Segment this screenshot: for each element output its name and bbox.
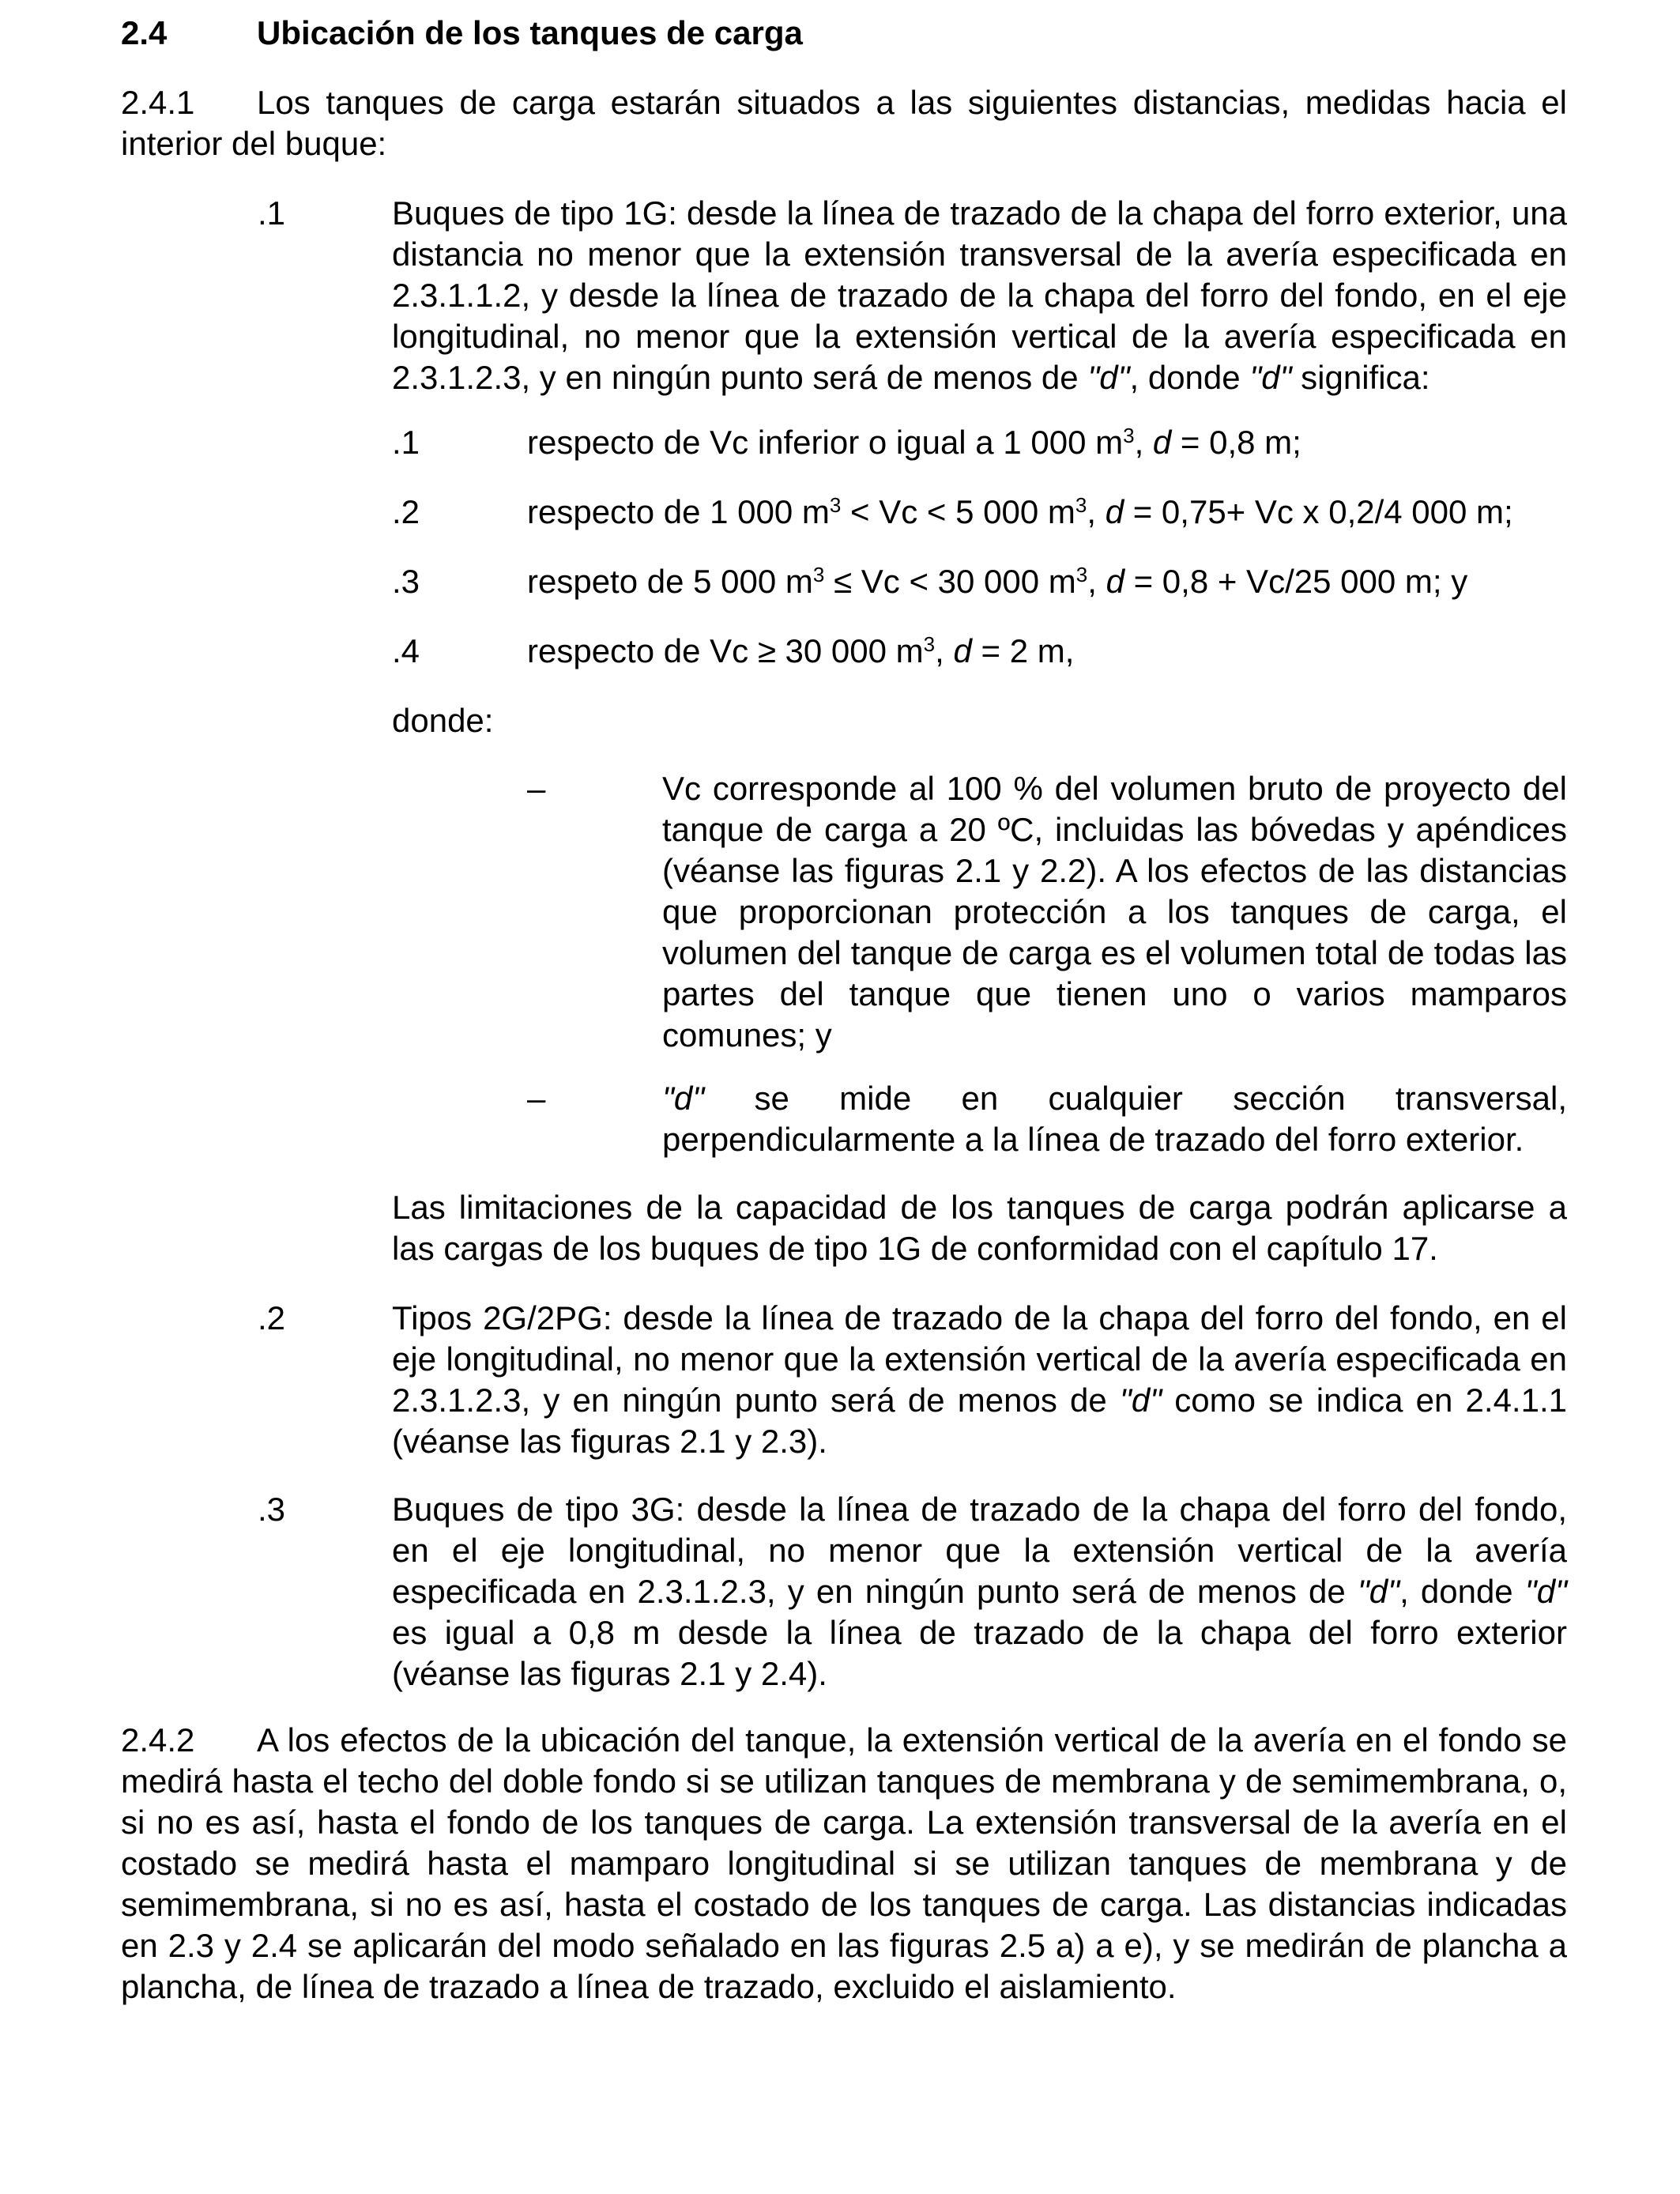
sub-text: = 0,8 m; xyxy=(1171,424,1301,461)
sub-text: respecto de 1 000 m xyxy=(527,493,830,530)
sub-text: respecto de Vc ≥ 30 000 m xyxy=(527,632,924,669)
sub-item-4-marker: .4 xyxy=(392,632,420,669)
item-2-text-a: Tipos 2G/2PG: desde la línea de trazado de la chapa del forro del fondo, en el eje longitudinal, no menor que la extensión vertical de la avería especificada en 2.3.1.2.3, y en ningún punto será de menos de xyxy=(392,1299,1567,1419)
sub-text: respecto de Vc inferior o igual a 1 000 m xyxy=(527,424,1124,461)
dash-1-marker: – xyxy=(527,770,546,807)
dash-2-line-1 xyxy=(662,1078,1567,1119)
d-symbol: "d" xyxy=(1119,1382,1162,1419)
d-symbol: "d" xyxy=(662,1080,705,1117)
paragraph-number: 2.4.2 xyxy=(121,1721,195,1759)
sub-item-4-text xyxy=(527,631,1567,672)
item-1-marker: .1 xyxy=(258,194,286,232)
limitations-text: Las limitaciones de la capacidad de los tanques de carga podrán aplicarse a las cargas de los buques de tipo 1G de conformidad con el capítulo 17. xyxy=(392,1189,1567,1267)
d-symbol: d xyxy=(953,632,972,669)
donde-label: donde: xyxy=(392,702,494,739)
item-2-marker: .2 xyxy=(258,1299,286,1336)
superscript: 3 xyxy=(1075,493,1087,517)
section-heading xyxy=(121,13,803,54)
d-symbol: d xyxy=(1152,424,1172,461)
sub-item-1-marker: .1 xyxy=(392,424,420,461)
sub-text: , xyxy=(935,632,954,669)
sub-text: = 2 m, xyxy=(971,632,1075,669)
item-2-text xyxy=(392,1298,1567,1462)
sub-text: , xyxy=(1087,563,1106,600)
sub-text: = 0,8 + Vc/25 000 m; y xyxy=(1124,563,1468,600)
sub-item-2-marker: .2 xyxy=(392,493,420,530)
sub-text: respeto de 5 000 m xyxy=(527,563,813,600)
dash-2-line-2: perpendicularmente a la línea de trazado del forro exterior. xyxy=(662,1121,1524,1158)
item-1-text-b: , donde xyxy=(1129,359,1250,396)
d-symbol: "d" xyxy=(1087,359,1130,396)
item-3-text xyxy=(392,1489,1567,1695)
item-1-text xyxy=(392,193,1567,398)
paragraph-text: A los efectos de la ubicación del tanque, la extensión vertical de la avería en el fondo se medirá hasta el techo del doble fondo si se utilizan tanques de membrana y de semimembrana, o, si no es así, hasta el fondo de los tanques de carga. La extensión transversal de la avería en el costado se medirá hasta el mamparo longitudinal si se utilizan tanques de membrana y de semimembrana, si no es así, hasta el costado de los tanques de carga. Las distancias indicadas en 2.3 y 2.4 se aplicarán del modo señalado en las figuras 2.5 a) a e), y se medirán de plancha a plancha, de línea de trazado a línea de trazado, excluido el aislamiento. xyxy=(121,1721,1567,2005)
sub-item-3-text xyxy=(527,561,1567,602)
dash-1-text: Vc corresponde al 100 % del volumen bruto de proyecto del tanque de carga a 20 ºC, incluidas las bóvedas y apéndices (véanse las figuras 2.1 y 2.2). A los efectos de las distancias que proporcionan protección a los tanques de carga, el volumen del tanque de carga es el volumen total de todas las partes del tanque que tienen uno o varios mamparos comunes; y xyxy=(662,770,1567,1054)
superscript: 3 xyxy=(1075,563,1088,586)
paragraph-number: 2.4.1 xyxy=(121,84,195,121)
item-3-text-a: Buques de tipo 3G: desde la línea de trazado de la chapa del forro del fondo, en el eje longitudinal, no menor que la extensión vertical de la avería especificada en 2.3.1.2.3, y en ningún punto será de menos de xyxy=(392,1491,1567,1610)
sub-text: = 0,75+ Vc x 0,2/4 000 m; xyxy=(1124,493,1513,530)
sub-text: , xyxy=(1134,424,1153,461)
sub-text: < Vc < 5 000 m xyxy=(841,493,1075,530)
paragraph-2-4-2 xyxy=(121,1720,1567,2007)
item-3-text-c: es igual a 0,8 m desde la línea de trazado de la chapa del forro exterior (véanse las figuras 2.1 y 2.4). xyxy=(392,1614,1567,1692)
dash-2-line-1-text: se mide en cualquier sección transversal, xyxy=(704,1080,1567,1117)
item-1-text-c: significa: xyxy=(1291,359,1430,396)
sub-item-2-text xyxy=(527,492,1567,533)
sub-item-3-marker: .3 xyxy=(392,563,420,600)
item-1-text-a: Buques de tipo 1G: desde la línea de trazado de la chapa del forro exterior, una distancia no menor que la extensión transversal de la avería especificada en 2.3.1.1.2, y desde la línea de trazado de la chapa del forro del fondo, en el eje longitudinal, no menor que la extensión vertical de la avería especificada en 2.3.1.2.3, y en ningún punto será de menos de xyxy=(392,194,1567,396)
superscript: 3 xyxy=(923,632,936,656)
item-2-text-b: como se indica en 2.4.1.1 (véanse las figuras 2.1 y 2.3). xyxy=(392,1382,1567,1460)
item-3-marker: .3 xyxy=(258,1491,286,1528)
d-symbol: "d" xyxy=(1249,359,1292,396)
section-title: Ubicación de los tanques de carga xyxy=(257,14,803,51)
dash-2-marker: – xyxy=(527,1080,546,1117)
paragraph-text: Los tanques de carga estarán situados a las siguientes distancias, medidas hacia el interior del buque: xyxy=(121,84,1567,162)
section-number: 2.4 xyxy=(121,14,168,51)
sub-text: ≤ Vc < 30 000 m xyxy=(824,563,1076,600)
sub-text: , xyxy=(1087,493,1106,530)
d-symbol: "d" xyxy=(1357,1573,1400,1610)
paragraph-2-4-1 xyxy=(121,82,1567,164)
sub-item-1-text xyxy=(527,422,1567,463)
superscript: 3 xyxy=(812,563,825,586)
superscript: 3 xyxy=(829,493,842,517)
superscript: 3 xyxy=(1123,424,1135,447)
d-symbol: d xyxy=(1105,493,1124,530)
dash-2-text xyxy=(662,1078,1567,1160)
d-symbol: "d" xyxy=(1524,1573,1567,1610)
d-symbol: d xyxy=(1106,563,1124,600)
item-3-text-b: , donde xyxy=(1399,1573,1525,1610)
